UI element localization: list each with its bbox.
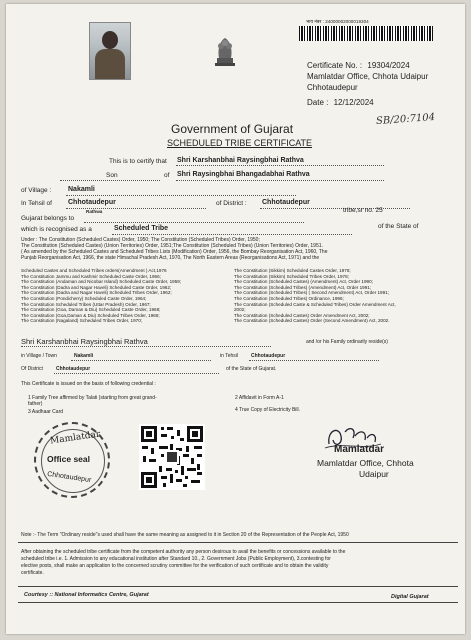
order-item: The Constitution (Pondicherry) Scheduled Caste Order, 1964; — [21, 295, 147, 301]
basis-item-3: 3 Aadhaar Card — [28, 409, 64, 415]
village-label: of Village : — [21, 187, 52, 194]
note-2-line-b: scheduled tribe i.e. 1. Admission to any educational institution after Standard 10., 2. Government Jobs (Public Employment), 3.contesting for — [21, 556, 331, 562]
village-value: Nakamli — [68, 186, 95, 193]
orders-left — [21, 268, 181, 324]
applicant-photo — [89, 22, 131, 80]
handwritten-note: SB/20:7104 — [375, 111, 436, 128]
order-item: The Constitution (Scheduled Caste & Scheduled Tribes) Order Amendment Act, — [234, 301, 396, 307]
order-item: The Constitution (Andaman and Nicobar Island) Scheduled Caste Order, 1959; — [21, 279, 182, 285]
order-item: The Constitution (Goa, Daman & Diu) Scheduled Caste Order, 1968; — [21, 307, 161, 313]
tribe-value: Rathwa — [86, 209, 103, 214]
father-name: Shri Raysingbhai Bhangadabhai Rathva — [177, 171, 310, 178]
order-item: The Constitution Jammu and Kashmir Scheduled Caste Order, 1956; — [21, 273, 161, 279]
signatory-office-1: Mamlatdar Office, Chhota — [317, 458, 414, 468]
order-item: The Constitution (Dadra and Nagar Haveli) Scheduled Tribes Order, 1962; — [21, 290, 172, 296]
date — [307, 98, 374, 107]
residence-tehsil-label: in Tehsil — [220, 353, 238, 359]
certificate-no-value: 19304/2024 — [367, 61, 410, 70]
certificate-page — [6, 4, 465, 634]
state-text: of the State of — [378, 223, 419, 230]
basis-item-4: 4 True Copy of Electricity Bill. — [235, 407, 301, 413]
note-1: Note :- The Term "Ordinary reside"s used shall have the same meaning as assigned to it in Section 20 of the Representation of the People Act, 1950 — [21, 532, 349, 538]
order-item: Scheduled Castes and Scheduled Tribes orders(Amendment ) Act,1976 — [21, 268, 167, 273]
government-title: Government of Gujarat — [171, 122, 294, 136]
basis-item-1: 1 Family Tree affirmed by Talati (starting from great grand- — [28, 395, 157, 401]
basis-item-2: 2 Affidavit in Form A-1 — [235, 395, 284, 401]
note-2-line-c: elective posts, shall make an application to the concerned scrutiny committee for the verification of such certificate and to obtain the validity — [21, 563, 329, 569]
orders-right — [234, 268, 396, 324]
national-emblem-icon — [211, 34, 239, 70]
residence-village-label: in Village / Town — [21, 353, 57, 359]
signatory-title: Mamlatdar — [334, 444, 385, 455]
district-value: Chhotaudepur — [262, 199, 310, 206]
office-seal — [34, 422, 110, 498]
order-item: The Constitution (Sikkim) Scheduled Tribes Order, 1978; — [234, 273, 349, 279]
son-label: Son — [106, 172, 118, 179]
under-text-3: ( As amended by the Scheduled Castes and Scheduled Tribes Lists (Modification) Order, 1956, the Bombay Reorganisation Act, 1960, The — [21, 249, 328, 255]
order-item: The Constitution (Dadra and Nagar Haveli) Scheduled Caste Order, 1962; — [21, 284, 172, 290]
barcode-text: भाय नंबर : 24000002000019304 — [306, 19, 369, 24]
residence-district-label: Of District — [21, 366, 43, 372]
qr-code — [139, 424, 205, 490]
under-text-4: Punjab Reorganisation Act, 1966, the state Himachal Pradesh Act, 1970, The North Eastern Areas (Reorganisations Act, 1971) and the — [21, 255, 320, 261]
note-2-line-d: certificate. — [21, 570, 44, 576]
certificate-no — [307, 61, 410, 70]
residence-family-text: and /or his Family ordinarily reside(s) — [306, 339, 388, 345]
under-text-2: The Constitution (Scheduled Castes) (Union Territories) Order, 1951;The Constitution (Scheduled Tribes) (Union Territories) Order, 1951. — [21, 243, 323, 249]
certify-text: This is to certify that — [109, 158, 167, 165]
date-label: Date : — [307, 98, 329, 107]
order-item: The Constitution (Scheduled Tribes) (Amendment) Act, Order 1991; — [234, 284, 372, 290]
signatory-office-2: Udaipur — [359, 469, 389, 479]
residence-state-text: of the State of Gujarat. — [226, 366, 277, 372]
certificate-no-label: Certificate No. : — [307, 61, 363, 70]
basis-intro: This Certificate is issued on the basis of following credential : — [21, 381, 156, 387]
seal-middle-text: Office seal — [47, 454, 90, 464]
residence-district: Chhotaudepur — [56, 366, 91, 372]
office-line1: Mamlatdar Office, Chhota Udaipur — [307, 72, 429, 81]
footer-courtesy: Courtesy :: National Informatics Centre, Gujarat — [24, 592, 149, 598]
recognised-value: Scheduled Tribe — [114, 225, 169, 232]
order-item: The Constitution Scheduled Tribes (Uttar Pradesh) Order, 1967; — [21, 301, 151, 307]
tribe-sr: tribe,sr no. 25 — [343, 207, 383, 214]
recognised-label: which is recognised as a — [21, 226, 92, 233]
residence-tehsil: Chhotaudepur — [251, 353, 286, 359]
order-item: 2002; — [234, 307, 246, 313]
order-item: The Constitution (Scheduled Castes) Order Amendment Act, 2002; — [234, 312, 370, 318]
barcode — [299, 26, 433, 41]
seal-bottom-text: Chhotaudepur — [46, 470, 92, 485]
order-item: The Constitution (Scheduled Tribes) ( Second Amendment) Act, Order 1991; — [234, 290, 389, 296]
tehsil-label: In Tehsil of — [21, 200, 52, 207]
office-line2: Chhotaudepur — [307, 83, 358, 92]
order-item: The Constitution (Scheduled Castes) (Amendment) Act, Order 1990; — [234, 279, 373, 285]
order-item: The Constitution (Scheduled Tribes) Ordinance, 1996; — [234, 295, 344, 301]
basis-item-1b: father) — [28, 401, 43, 407]
note-2-line-a: After obtaining the scheduled tribe certificate from the competent authority any person desirous to avail the benefits or concessions available to the — [21, 549, 346, 555]
footer-digital-gujarat: Digital Gujarat — [391, 594, 429, 600]
under-text-1: Under : The Constitution (Scheduled Castes) Order, 1950; The Constitution (Scheduled Tribes) Order, 1950; — [21, 237, 260, 243]
tehsil-value: Chhotaudepur — [68, 199, 116, 206]
of-label: of — [164, 172, 170, 179]
residence-name: Shri Karshanbhai Raysingbhai Rathva — [21, 337, 148, 346]
date-value: 12/12/2024 — [333, 98, 374, 107]
certificate-title: SCHEDULED TRIBE CERTIFICATE — [167, 138, 313, 148]
order-item: The Constitution (Goa,Daman & Diu) Scheduled Tribes Order, 1968; — [21, 312, 160, 318]
holder-name: Shri Karshanbhai Raysingbhai Rathva — [177, 157, 304, 164]
belongs-label: Gujarat belongs to — [21, 215, 75, 222]
order-item: The Constitution (Scheduled Castes) Order (Second Amendment) Act, 2002. — [234, 318, 390, 324]
order-item: The Constitution (Sikkim) Scheduled Castes Order, 1978; — [234, 268, 351, 273]
residence-village: Nakamli — [74, 353, 94, 359]
seal-top-text: Mamlatdar — [49, 429, 101, 447]
district-label: of District : — [216, 200, 247, 207]
order-item: The Constitution (Nagaland) Scheduled Tribes Order, 1970; — [21, 318, 143, 324]
